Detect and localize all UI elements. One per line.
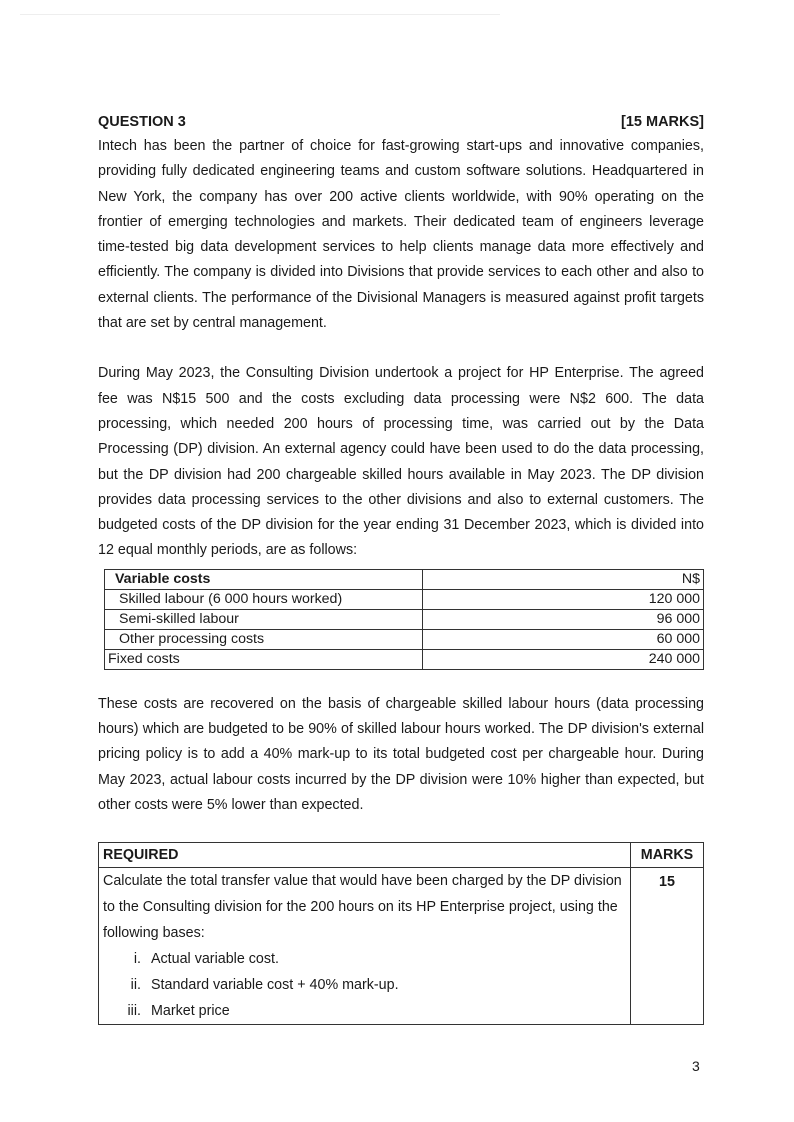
required-header: REQUIRED (99, 843, 631, 868)
marks-value: 15 (631, 868, 704, 1025)
table-row (105, 609, 704, 629)
cost-row-value: 120 000 (423, 589, 704, 609)
cost-row-value: 96 000 (423, 609, 704, 629)
cost-header-currency: N$ (423, 569, 704, 589)
item-text: Standard variable cost + 40% mark-up. (151, 977, 399, 994)
cost-header-label: Variable costs (105, 569, 423, 589)
project-paragraph: During May 2023, the Consulting Division undertook a project for HP Enterprise. The agreed fee was N$15 500 and the costs excluding data processing were N$2 600. The data processing, which needed 200 hours of processing time, was carried out by the Data Processing (DP) division. An external agency could have been used to do the data processing, but the DP division had 200 chargeable skilled hours available in May 2023. The DP division provides data processing services to the other divisions and also to external customers. The budgeted costs of the DP division for the year ending 31 December 2023, which is divided into 12 equal monthly periods, are as follows: (98, 365, 704, 559)
list-item (103, 946, 626, 972)
cost-row-label: Skilled labour (6 000 hours worked) (105, 589, 423, 609)
required-text: Calculate the total transfer value that would have been charged by the DP division to the Consulting division for the 200 hours on its HP Enterprise project, using the following bases: (103, 873, 622, 942)
item-number: i. (133, 951, 141, 968)
cost-row-value: 240 000 (423, 649, 704, 669)
table-row (105, 629, 704, 649)
recovery-paragraph: These costs are recovered on the basis of chargeable skilled labour hours (data processing hours) which are budgeted to be 90% of skilled labour hours worked. The DP division's external pricing policy is to add a 40% mark-up to its total budgeted cost per chargeable hour. During May 2023, actual labour costs incurred by the DP division were 10% higher than expected, but other costs were 5% lower than expected. (98, 695, 704, 813)
question-page (98, 110, 704, 1025)
table-row (105, 649, 704, 669)
intro-paragraph: Intech has been the partner of choice for fast-growing start-ups and innovative companies, providing fully dedicated engineering teams and custom software solutions. Headquartered in New York, the company has over 200 active clients worldwide, with 90% operating on the frontier of emerging technologies and markets. Their dedicated team of engineers leverage time-tested big data development services to help clients manage data more effectively and efficiently. The company is divided into Divisions that provide services to each other and also to external clients. The performance of the Divisional Managers is measured against profit targets that are set by central management. (98, 138, 704, 332)
budgeted-costs-table (104, 569, 704, 670)
item-number: ii. (130, 977, 141, 994)
table-row (105, 589, 704, 609)
question-marks: [15 MARKS] (621, 114, 704, 130)
cost-row-value: 60 000 (423, 629, 704, 649)
page-number: 3 (692, 1058, 700, 1074)
scan-artifact-line (20, 14, 500, 15)
required-table (98, 842, 704, 1025)
required-body-row (99, 868, 704, 1025)
list-item (103, 972, 626, 998)
item-text: Market price (151, 1003, 230, 1020)
item-text: Actual variable cost. (151, 951, 279, 968)
question-title: QUESTION 3 (98, 114, 186, 130)
marks-header: MARKS (631, 843, 704, 868)
cost-row-label: Fixed costs (105, 649, 423, 669)
question-header (98, 110, 704, 134)
required-header-row (99, 843, 704, 868)
cost-row-label: Semi-skilled labour (105, 609, 423, 629)
list-item (103, 998, 626, 1024)
cost-row-label: Other processing costs (105, 629, 423, 649)
cost-table-header-row (105, 569, 704, 589)
required-instructions (99, 868, 631, 1025)
item-number: iii. (127, 1003, 141, 1020)
